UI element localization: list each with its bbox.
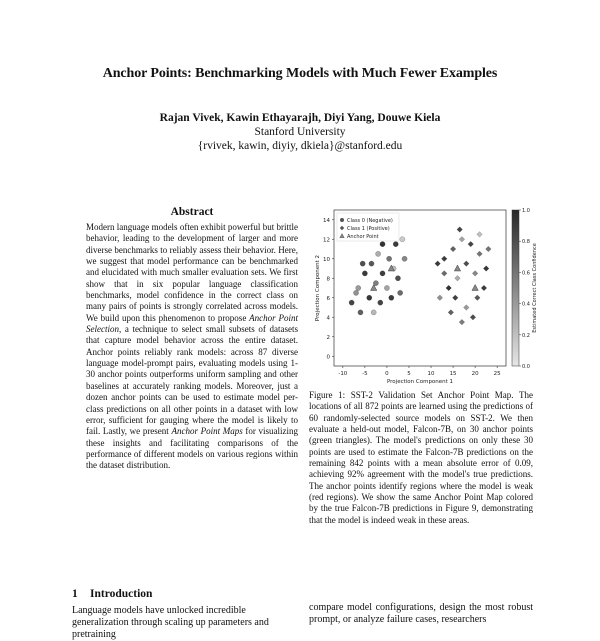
legend-label: Class 1 (Positive) [347, 225, 390, 232]
x-tick-label: 15 [449, 371, 457, 377]
abstract-body [86, 222, 298, 472]
class-0-point [369, 261, 374, 266]
class-0-point [398, 290, 403, 295]
paper-affiliation: Stanford University [254, 126, 346, 138]
class-0-point [360, 261, 365, 266]
y-tick-label: 0 [326, 354, 330, 361]
class-0-point [384, 285, 389, 290]
colorbar-tick-label: 0.6 [522, 270, 530, 277]
x-tick-label: 5 [407, 371, 411, 377]
class-0-point [358, 310, 363, 315]
intro-heading [72, 588, 152, 600]
colorbar-tick-label: 0.2 [522, 332, 530, 339]
figure-caption: Figure 1: SST-2 Validation Set Anchor Point Map. The locations of all 872 points are learned using the predictions of 60 randomly-selected source models on SST-2. We then evaluate a held-out model, Falcon-7B, on 30 anchor points (green triangles). The model's predictions on only these 30 points are used to estimate the Falcon-7B predictions on the remaining 842 points with a mean absolute error of 0.09, achieving 92% agreement with the model's true predictions. The anchor points identify regions where the model is weak (red regions). We show the same Anchor Point Map colored by the true Falcon-7B predictions in Figure 9, demonstrating that the model is indeed weak in these areas. [309, 390, 533, 525]
class-0-point [387, 256, 392, 261]
class-0-point [362, 271, 367, 276]
class-0-point [400, 237, 405, 242]
abstract-heading: Abstract [170, 206, 214, 218]
colorbar-tick-label: 1.0 [522, 208, 530, 214]
paper-authors: Rajan Vivek, Kawin Ethayarajh, Diyi Yang, Douwe Kiela [159, 112, 441, 124]
right-column-text: compare model configurations, design the most robust prompt, or analyze failure cases, researchers [309, 602, 533, 625]
y-tick-label: 14 [323, 217, 330, 224]
anchor-point-map-figure [306, 204, 542, 390]
class-0-point [393, 242, 398, 247]
abstract-text-1: Modern language models often exhibit powerful but brittle behavior, leading to the development of larger and more diverse benchmarks to reliably assess their behavior. Here, we suggest that model performance can be benchmarked and elucidated with much smaller evaluation sets. We first show that in six popular language classification benchmarks, model confidence in the correct class on many pairs of points is strongly correlated across models. We build upon this phenomenon to propose [86, 222, 298, 323]
paper-email: {rvivek, kawin, diyiy, dkiela}@stanford.edu [197, 140, 403, 152]
intro-section-number: 1 [72, 588, 78, 600]
colorbar-tick-label: 0.0 [522, 364, 530, 370]
class-0-point [402, 256, 407, 261]
class-0-point [371, 310, 376, 315]
y-tick-label: 4 [326, 315, 330, 322]
x-tick-label: 20 [471, 371, 479, 377]
colorbar [512, 210, 519, 366]
class-0-point [378, 300, 383, 305]
x-tick-label: 10 [427, 371, 435, 377]
abstract-text-2: , a technique to select small subsets of datasets that capture model behavior across the entire dataset. Anchor points reliably rank models: across 87 diverse language model-prompt pairs, evaluating models using 1-30 anchor points outperforms uniform sampling and other baselines at accurately ranking models. Moreover, just a dozen anchor points can be used to estimate model per-class predictions on all other points in a dataset with low error, sufficient for gauging where the model is likely to fail. Lastly, we present [86, 324, 298, 437]
x-tick-label: -5 [362, 371, 368, 377]
paper-title: Anchor Points: Benchmarking Models with Much Fewer Examples [102, 66, 498, 81]
abstract-emphasis-anchor-point-selection: Anchor Point Selection [86, 312, 298, 335]
class-0-point [349, 300, 354, 305]
y-axis-label: Projection Component 2 [315, 254, 321, 322]
class-0-point [389, 295, 394, 300]
abstract-text-3: for visualizing these insights and facilitating comparisons of the performance of different models on various regions within the dataset distribution. [86, 426, 298, 471]
colorbar-tick-label: 0.4 [522, 301, 530, 308]
y-tick-label: 12 [323, 237, 330, 244]
x-tick-label: -10 [338, 371, 348, 377]
class-0-point [380, 271, 385, 276]
y-tick-label: 6 [326, 295, 330, 302]
legend-label: Class 0 (Negative) [347, 217, 393, 224]
class-0-point [353, 290, 358, 295]
colorbar-tick-label: 0.8 [522, 239, 530, 246]
x-tick-label: 25 [493, 371, 501, 377]
legend-label: Anchor Point [347, 233, 379, 240]
y-tick-label: 10 [323, 256, 330, 263]
abstract-emphasis-anchor-point-maps: Anchor Point Maps [171, 426, 243, 437]
x-tick-label: 0 [385, 371, 389, 377]
class-0-point [380, 242, 385, 247]
class-0-point [376, 251, 381, 256]
y-tick-label: 8 [326, 276, 330, 283]
class-0-point [367, 295, 372, 300]
colorbar-label: Estimated Correct Class Confidence [532, 243, 538, 333]
y-tick-label: 2 [326, 334, 330, 341]
legend-marker-circle [340, 218, 344, 222]
class-0-point [395, 276, 400, 281]
intro-body-text: Language models have unlocked incredible generalization through scaling up parameters and pretraining [72, 605, 269, 640]
intro-section-title: Introduction [90, 588, 153, 600]
scatter-chart [306, 204, 542, 390]
x-axis-label: Projection Component 1 [386, 379, 454, 385]
class-0-point [356, 285, 361, 290]
